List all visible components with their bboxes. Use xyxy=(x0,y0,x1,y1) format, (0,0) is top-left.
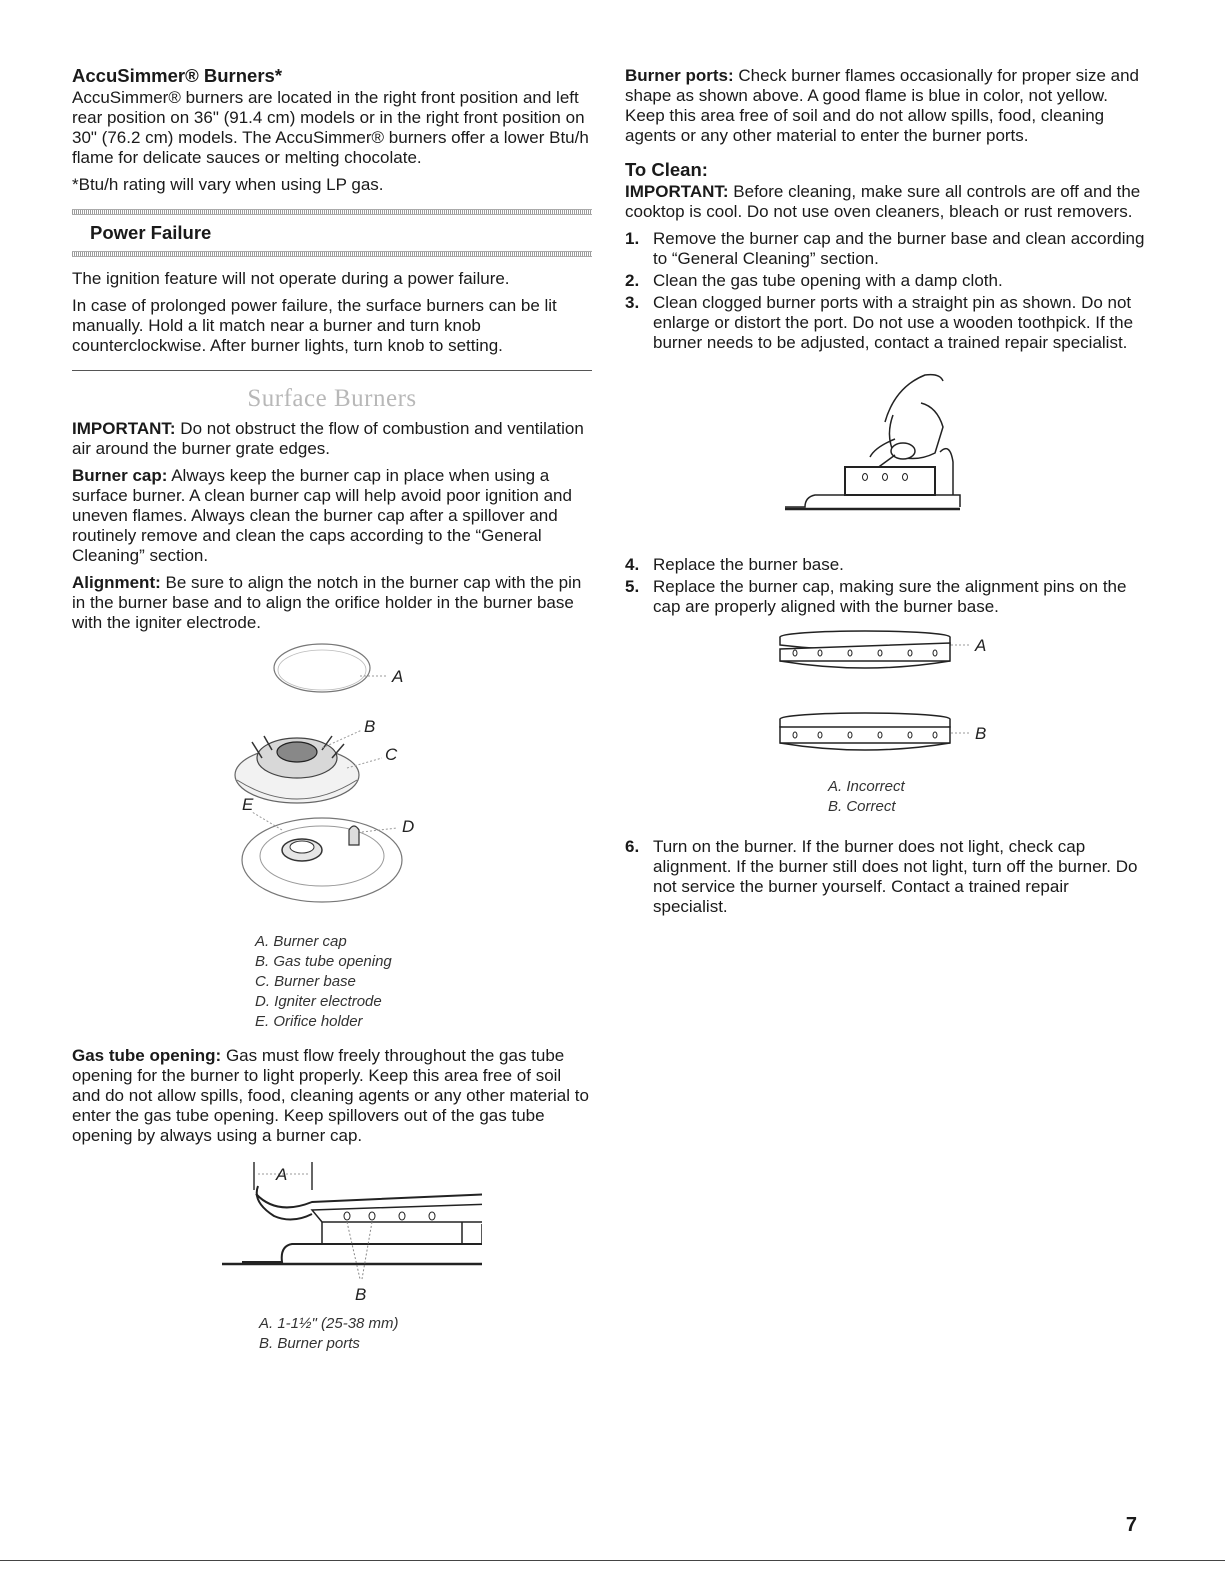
fig4-label-b: B xyxy=(975,724,987,743)
to-clean-important-text: Before cleaning, make sure all controls are off and the cooktop is cool. Do not use oven cleaners, bleach or rust removers. xyxy=(625,182,1141,221)
fig1-label-c: C xyxy=(385,745,398,764)
fig1-caption-line: A. Burner cap xyxy=(255,933,347,950)
fig1-label-a: A xyxy=(392,667,404,686)
to-clean-important xyxy=(625,182,1145,222)
fig1-caption-line: C. Burner base xyxy=(255,973,356,990)
alignment-text: Be sure to align the notch in the burner cap with the pin in the burner base and to align the orifice holder in the burner base with the igniter electrode. xyxy=(72,573,582,632)
cleaning-steps-list xyxy=(625,837,1145,917)
fig1-label-d: D xyxy=(402,817,415,836)
cleaning-step xyxy=(625,577,1145,617)
burner-cap-paragraph xyxy=(72,466,592,566)
fig1-caption-line: E. Orifice holder xyxy=(255,1013,363,1030)
fig4-caption xyxy=(828,777,1145,817)
step-number: 3. xyxy=(625,293,640,312)
section-rule xyxy=(72,370,592,371)
burner-cap-drawing xyxy=(274,644,370,692)
right-column xyxy=(625,66,1145,919)
fig1-caption-line: B. Gas tube opening xyxy=(255,953,392,970)
incorrect-cap-drawing xyxy=(780,631,950,668)
power-failure-p2: In case of prolonged power failure, the surface burners can be lit manually. Hold a lit match near a burner and turn knob counterclockwise. After burner lights, turn knob to setting. xyxy=(72,296,557,355)
alignment-paragraph xyxy=(72,573,592,633)
step-text: Clean the gas tube opening with a damp cloth. xyxy=(653,271,1003,290)
correct-cap-drawing xyxy=(780,713,950,750)
step-number: 2. xyxy=(625,271,640,290)
fig2-label-a: A xyxy=(276,1165,288,1184)
gas-tube-cross-section-illustration xyxy=(182,1154,482,1304)
accusimmer-text: AccuSimmer® burners are located in the right front position and left rear position on 36" (91.4 cm) models or in the right front position on 30" (76.2 cm) models. The AccuSimmer® burners offer a lower Btu/h flame for delicate sauces or melting chocolate. xyxy=(72,88,589,167)
cleaning-steps-list xyxy=(625,555,1145,617)
pin-cleaning-illustration xyxy=(775,367,995,537)
burner-cap-lead: Burner cap: xyxy=(72,466,168,485)
step-number: 1. xyxy=(625,229,640,248)
gas-tube-text: Gas must flow freely throughout the gas tube opening for the burner to light properly. Keep this area free of soil and do not allow spills, food, cleaning agents or any other material to enter the gas tube opening. Keep spillovers out of the gas tube opening by always using a burner cap. xyxy=(72,1046,589,1145)
fig2-caption xyxy=(259,1314,592,1354)
fig1-caption xyxy=(255,932,592,1032)
page-bottom-rule xyxy=(0,1560,1225,1561)
left-column xyxy=(72,66,592,1354)
gas-tube-lead: Gas tube opening: xyxy=(72,1046,222,1065)
fig4-caption-line: A. Incorrect xyxy=(828,778,905,795)
step-text: Clean clogged burner ports with a straight pin as shown. Do not enlarge or distort the port. Do not use a wooden toothpick. If the burner needs to be adjusted, contact a trained repair specialist. xyxy=(653,293,1134,352)
accusimmer-heading: AccuSimmer® Burners* xyxy=(72,65,283,86)
step-text: Remove the burner cap and the burner base and clean according to “General Cleaning” section. xyxy=(653,229,1145,268)
cleaning-step xyxy=(625,837,1145,917)
cleaning-step xyxy=(625,555,1145,575)
step-text: Turn on the burner. If the burner does not light, check cap alignment. If the burner still does not light, turn off the burner. Do not service the burner yourself. Contact a trained repair specialist. xyxy=(653,837,1138,916)
fig1-label-b: B xyxy=(364,717,376,736)
power-failure-p1: The ignition feature will not operate during a power failure. xyxy=(72,269,510,288)
cleaning-steps-list xyxy=(625,229,1145,353)
gas-tube-paragraph xyxy=(72,1046,592,1146)
important-lead: IMPORTANT: xyxy=(72,419,176,438)
cap-alignment-illustration xyxy=(755,627,1015,777)
burner-ports-paragraph xyxy=(625,66,1145,146)
fig1-caption-line: D. Igniter electrode xyxy=(255,993,382,1010)
fig2-caption-line: A. 1-1½" (25-38 mm) xyxy=(259,1315,399,1332)
section-divider xyxy=(72,251,592,257)
cleaning-step xyxy=(625,271,1145,291)
fig2-caption-line: B. Burner ports xyxy=(259,1335,360,1352)
step-number: 4. xyxy=(625,555,640,574)
cleaning-step xyxy=(625,229,1145,269)
step-text: Replace the burner base. xyxy=(653,555,844,574)
burner-cap-text: Always keep the burner cap in place when using a surface burner. A clean burner cap will help avoid poor ignition and uneven flames. Always clean the burner cap after a spillover and routinely remove and clean the caps according to the “General Cleaning” section. xyxy=(72,466,572,565)
to-clean-heading: To Clean: xyxy=(625,159,708,180)
step-number: 5. xyxy=(625,577,640,596)
step-number: 6. xyxy=(625,837,640,856)
important-text: Do not obstruct the flow of combustion and ventilation air around the burner grate edges. xyxy=(72,419,584,458)
alignment-lead: Alignment: xyxy=(72,573,161,592)
to-clean-important-lead: IMPORTANT: xyxy=(625,182,729,201)
step-text: Replace the burner cap, making sure the alignment pins on the cap are properly aligned with the burner base. xyxy=(653,577,1127,616)
surface-burners-title: Surface Burners xyxy=(247,385,417,412)
burner-drawing xyxy=(845,467,935,495)
btu-note: *Btu/h rating will vary when using LP gas. xyxy=(72,175,384,194)
cleaning-step xyxy=(625,293,1145,353)
fig4-caption-line: B. Correct xyxy=(828,798,896,815)
page-number: 7 xyxy=(1125,1514,1137,1536)
burner-parts-illustration xyxy=(182,640,482,930)
fig1-label-e: E xyxy=(242,795,254,814)
burner-ports-text: Check burner flames occasionally for proper size and shape as shown above. A good flame is blue in color, not yellow. Keep this area free of soil and do not allow spills, food, cleaning agents or any other material to enter the burner ports. xyxy=(625,66,1139,145)
fig4-label-a: A xyxy=(975,636,987,655)
important-paragraph xyxy=(72,419,592,459)
power-failure-heading: Power Failure xyxy=(90,222,212,243)
burner-ports-lead: Burner ports: xyxy=(625,66,734,85)
fig2-label-b: B xyxy=(355,1285,367,1304)
